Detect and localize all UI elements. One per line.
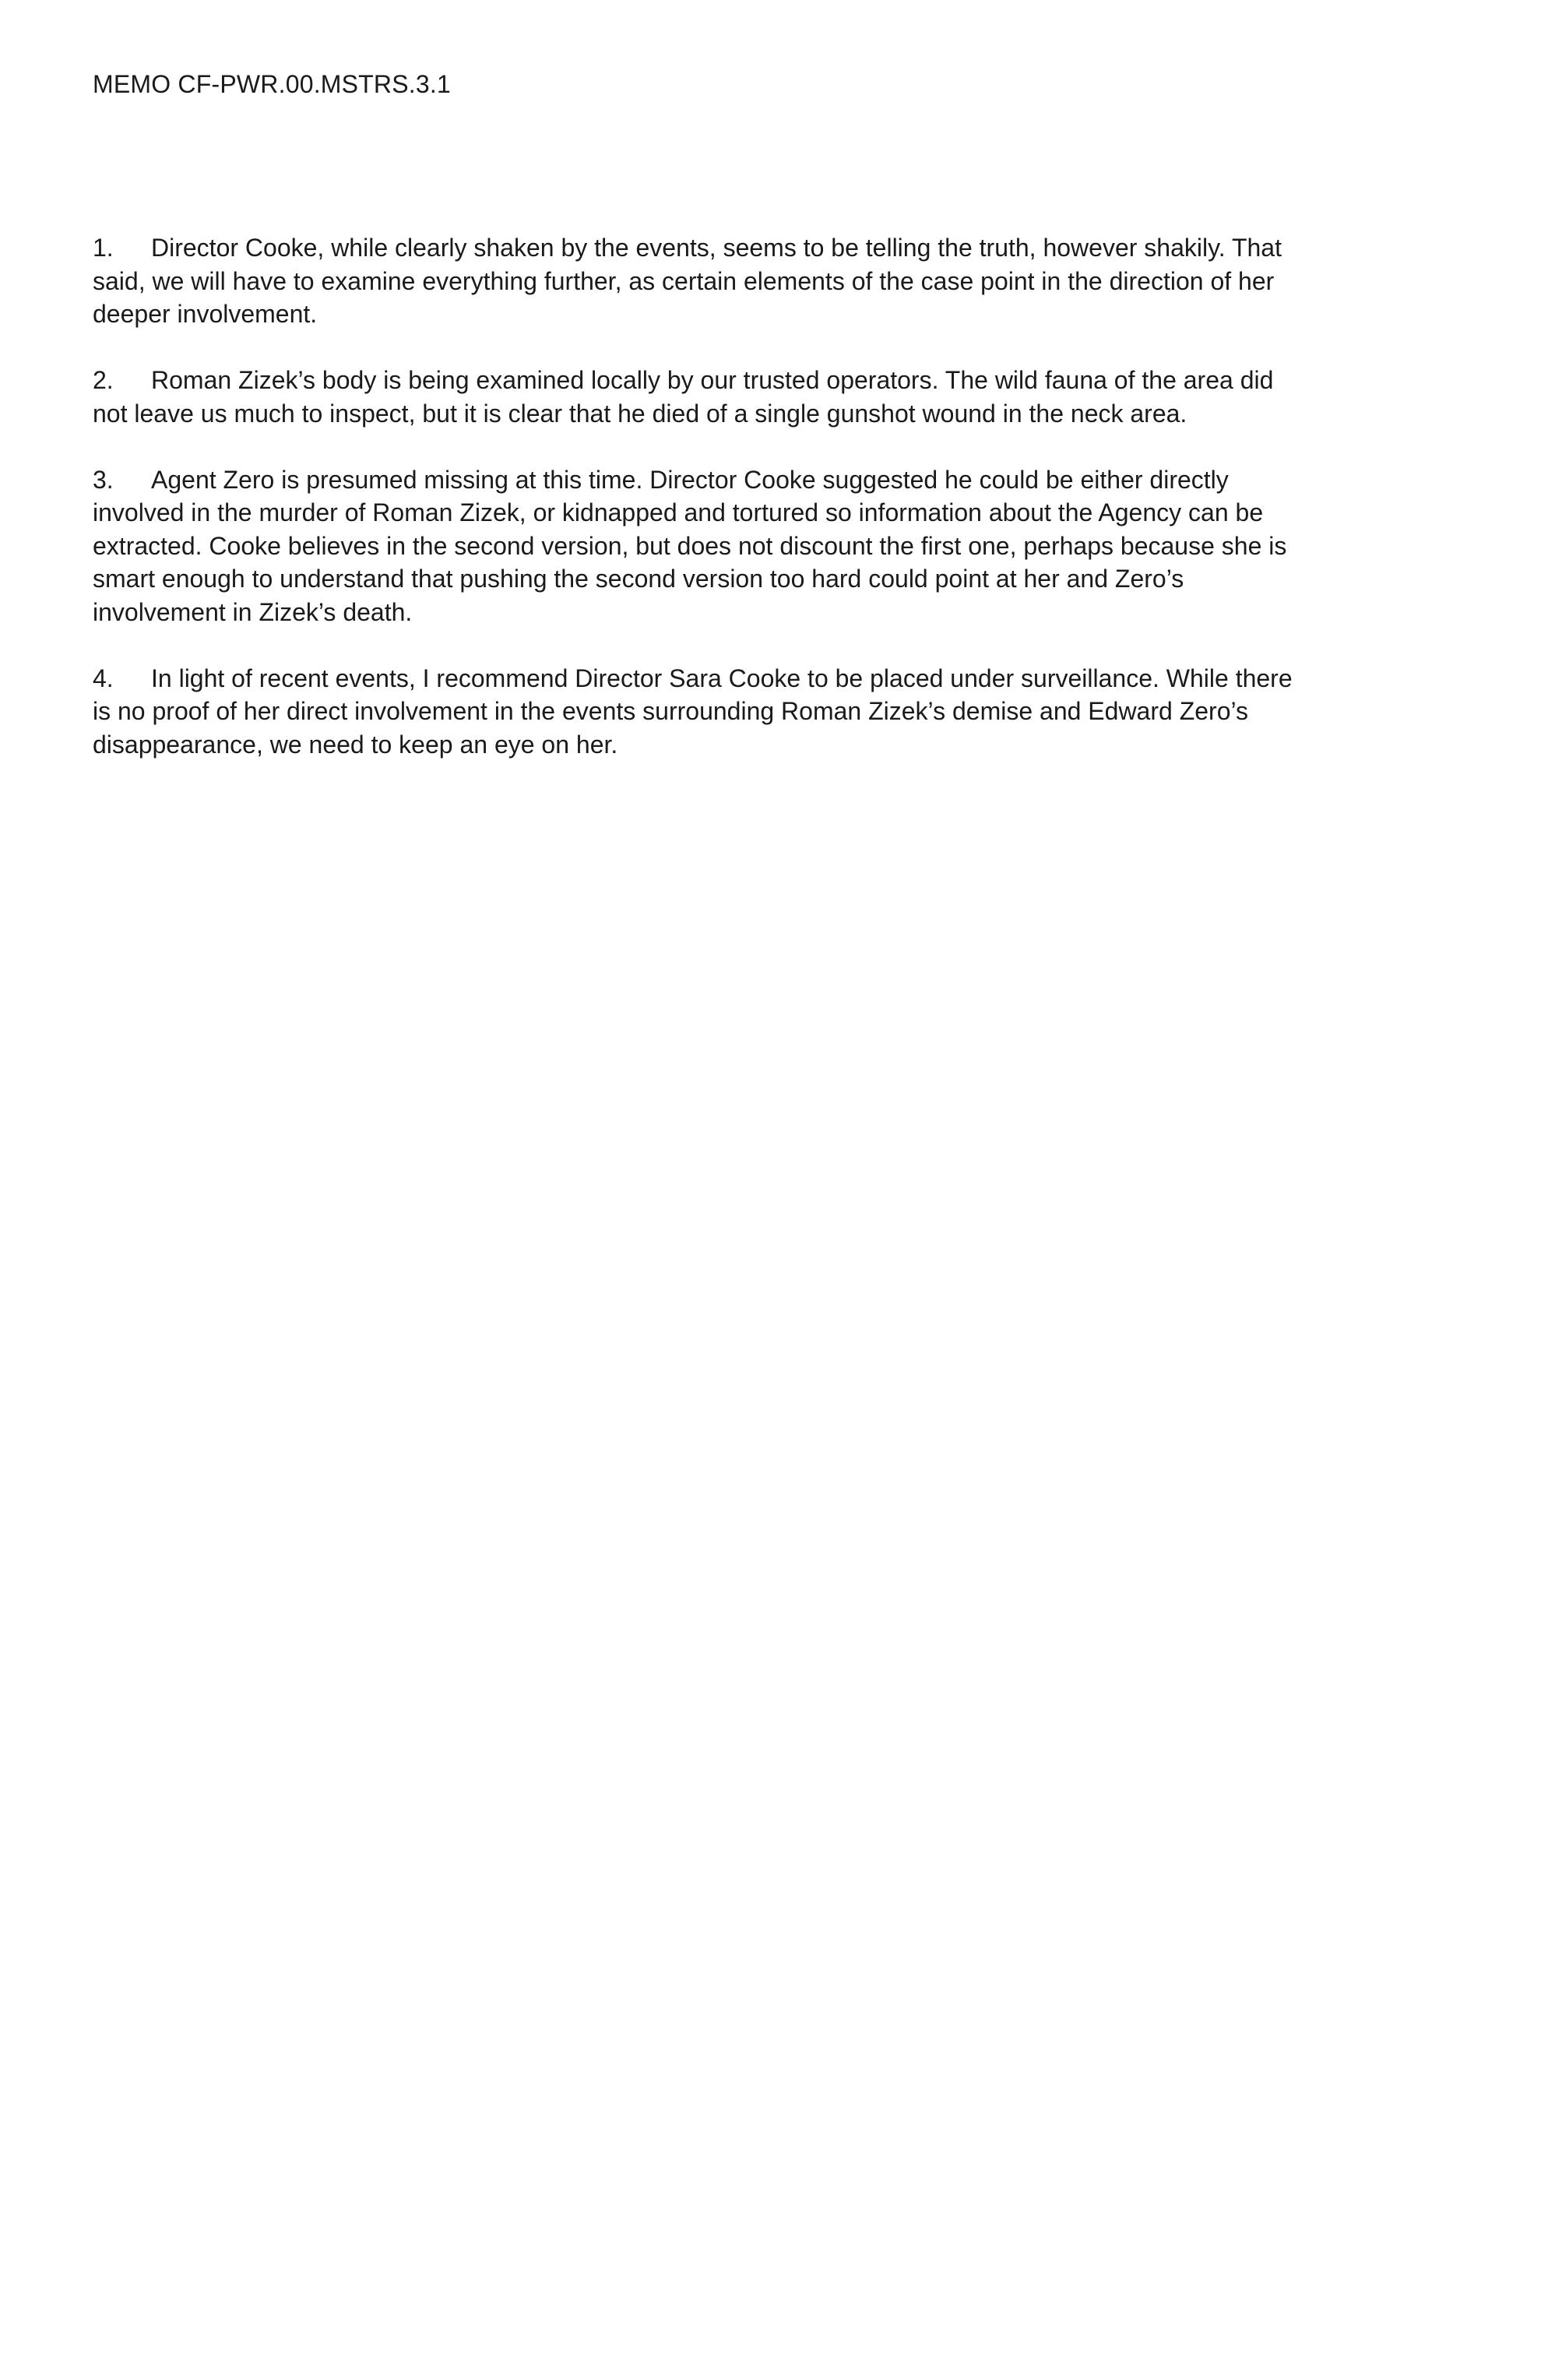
paragraph-number: 3.	[93, 465, 114, 494]
paragraph-text: In light of recent events, I recommend Director Sara Cooke to be placed under surveillance. While there is no proof of her direct involvement in the events surrounding Roman Zizek’s demise and Edward Zero’s disappearance, we need to keep an eye on her.	[93, 664, 1293, 759]
paragraph-number: 4.	[93, 664, 114, 692]
paragraph-text: Agent Zero is presumed missing at this time. Director Cooke suggested he could be either directly involved in the murder of Roman Zizek, or kidnapped and tortured so information about the Agency can be extracted. Cooke believes in the second version, but does not discount the first one, perhaps because she is smart enough to understand that pushing the second version too hard could point at her and Zero’s involvement in Zizek’s death.	[93, 465, 1287, 626]
memo-header: MEMO CF-PWR.00.MSTRS.3.1	[93, 70, 451, 98]
memo-body	[93, 231, 1307, 794]
memo-paragraph-4	[93, 662, 1307, 762]
memo-paragraph-3	[93, 463, 1307, 629]
memo-paragraph-1	[93, 231, 1307, 331]
paragraph-text: Director Cooke, while clearly shaken by the events, seems to be telling the truth, however shakily. That said, we will have to examine everything further, as certain elements of the case point in the direction of her deeper involvement.	[93, 234, 1282, 328]
paragraph-number: 1.	[93, 234, 114, 262]
memo-paragraph-2	[93, 364, 1307, 430]
paragraph-text: Roman Zizek’s body is being examined locally by our trusted operators. The wild fauna of the area did not leave us much to inspect, but it is clear that he died of a single gunshot wound in the neck area.	[93, 366, 1274, 428]
paragraph-number: 2.	[93, 366, 114, 394]
